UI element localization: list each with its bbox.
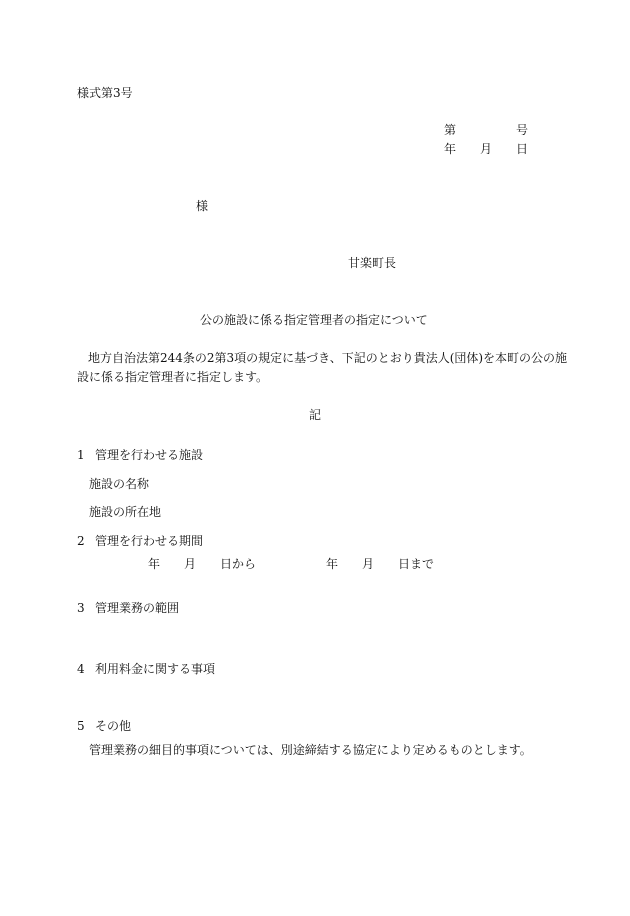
section-1-item-facility-name: 施設の名称 <box>89 477 150 491</box>
doc-date-day: 日 <box>516 142 529 156</box>
doc-number-suffix: 号 <box>516 123 529 137</box>
section-2-heading: 管理を行わせる期間 <box>95 534 204 548</box>
doc-date-month: 月 <box>480 142 493 156</box>
sender-name: 甘楽町長 <box>348 256 397 270</box>
doc-number-prefix: 第 <box>444 123 457 137</box>
document-title: 公の施設に係る指定管理者の指定について <box>200 313 428 327</box>
section-4-heading: 利用料金に関する事項 <box>95 662 216 676</box>
section-3-number: 3 <box>77 601 85 615</box>
form-number: 様式第3号 <box>77 86 133 100</box>
period-to-year: 年 <box>326 557 339 571</box>
period-from-month: 月 <box>184 557 197 571</box>
section-4-number: 4 <box>77 662 85 676</box>
period-from-year: 年 <box>148 557 161 571</box>
addressee-suffix: 様 <box>196 199 209 213</box>
body-line-2: 設に係る指定管理者に指定します。 <box>77 370 269 384</box>
section-3-heading: 管理業務の範囲 <box>95 601 180 615</box>
period-from-day: 日から <box>220 557 257 571</box>
section-5-heading: その他 <box>95 719 132 733</box>
period-to-month: 月 <box>362 557 375 571</box>
period-to-day: 日まで <box>398 557 435 571</box>
ki-heading: 記 <box>309 408 322 422</box>
doc-date-year: 年 <box>444 142 457 156</box>
section-1-number: 1 <box>77 448 85 462</box>
section-1-item-facility-location: 施設の所在地 <box>89 505 162 519</box>
section-5-text: 管理業務の細目的事項については、別途締結する協定により定めるものとします。 <box>89 743 532 757</box>
body-line-1: 地方自治法第244条の2第3項の規定に基づき、下記のとおり貴法人(団体)を本町の公の施 <box>88 351 568 365</box>
section-1-heading: 管理を行わせる施設 <box>95 448 204 462</box>
section-5-number: 5 <box>77 719 85 733</box>
section-2-number: 2 <box>77 534 85 548</box>
